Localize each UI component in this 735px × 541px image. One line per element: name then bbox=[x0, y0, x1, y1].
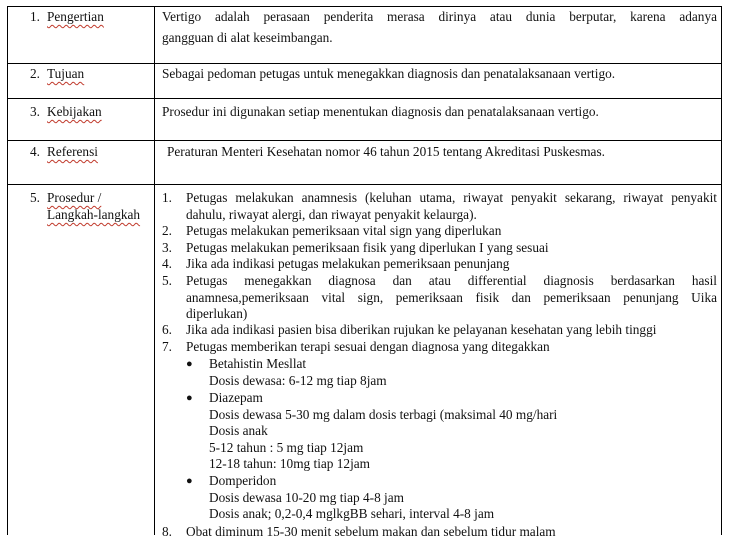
drug-dose: Dosis anak; 0,2-0,4 mglkgBB sehari, interval 4-8 jam bbox=[209, 506, 495, 521]
drug-dose: Dosis dewasa 5-30 mg dalam dosis terbagi (maksimal 40 mg/hari bbox=[209, 407, 558, 422]
bullet-icon: ● bbox=[186, 475, 193, 487]
step-number: 6. bbox=[162, 322, 172, 337]
drug-item bbox=[186, 390, 706, 407]
drug-name: Domperidon bbox=[209, 473, 277, 488]
procedure-step bbox=[162, 223, 717, 240]
row-label: Prosedur / bbox=[47, 190, 102, 205]
step-number: 8. bbox=[162, 524, 172, 539]
step-number: 3. bbox=[162, 240, 172, 255]
step-text: Petugas melakukan pemeriksaan fisik yang diperlukan I yang sesuai bbox=[186, 240, 549, 255]
drug-dose: 12-18 tahun: 10mg tiap 12jam bbox=[209, 456, 371, 471]
row-label: Kebijakan bbox=[47, 104, 102, 119]
step-number: 2. bbox=[162, 223, 172, 238]
row-label: Referensi bbox=[47, 144, 98, 159]
row-number: 2. bbox=[30, 66, 40, 81]
step-line: anamnesa,pemeriksaan vital sign, pemeriksaan fisik dan pemeriksaan penunjang Uika bbox=[186, 289, 717, 305]
procedure-step bbox=[162, 256, 717, 273]
row-content: Peraturan Menteri Kesehatan nomor 46 tahun 2015 tentang Akreditasi Puskesmas. bbox=[167, 144, 605, 159]
step-line: diperlukan) bbox=[186, 306, 248, 321]
table-border-top bbox=[7, 6, 722, 7]
row-label: Pengertian bbox=[47, 9, 104, 24]
procedure-step bbox=[162, 273, 717, 323]
procedure-step bbox=[162, 322, 717, 339]
row-divider bbox=[7, 63, 722, 64]
row-number: 3. bbox=[30, 104, 40, 119]
procedure-step bbox=[162, 190, 717, 223]
row-number: 1. bbox=[30, 9, 40, 24]
step-number: 1. bbox=[162, 190, 172, 205]
row-divider bbox=[7, 98, 722, 99]
step-text bbox=[186, 273, 717, 323]
step-text bbox=[186, 190, 717, 223]
row-content: Prosedur ini digunakan setiap menentukan diagnosis dan penatalaksanaan vertigo. bbox=[162, 104, 599, 119]
step-text: Petugas memberikan terapi sesuai dengan diagnosa yang ditegakkan bbox=[186, 339, 550, 354]
row-label: Tujuan bbox=[47, 66, 85, 81]
drug-name: Betahistin Mesllat bbox=[209, 356, 307, 371]
procedure-step bbox=[162, 240, 717, 257]
step-text: Jika ada indikasi petugas melakukan pemeriksaan penunjang bbox=[186, 256, 510, 271]
row-content: Sebagai pedoman petugas untuk menegakkan diagnosis dan penatalaksanaan vertigo. bbox=[162, 66, 616, 81]
drug-item bbox=[186, 473, 706, 490]
table-border-right bbox=[721, 6, 722, 535]
step-text: Petugas melakukan pemeriksaan vital sign yang diperlukan bbox=[186, 223, 502, 238]
row-content bbox=[162, 9, 717, 46]
table-column-divider bbox=[154, 6, 155, 535]
step-number: 4. bbox=[162, 256, 172, 271]
bullet-icon: ● bbox=[186, 358, 193, 370]
content-line: gangguan di alat keseimbangan. bbox=[162, 29, 333, 45]
row-number: 5. bbox=[30, 190, 40, 205]
procedure-step bbox=[162, 524, 717, 541]
step-text: Jika ada indikasi pasien bisa diberikan rujukan ke pelayanan kesehatan yang lebih tinggi bbox=[186, 322, 657, 337]
step-text: Obat diminum 15-30 menit sebelum makan dan sebelum tidur malam bbox=[186, 524, 556, 539]
drug-dose: Dosis dewasa: 6-12 mg tiap 8jam bbox=[209, 373, 387, 388]
step-number: 7. bbox=[162, 339, 172, 354]
drug-name: Diazepam bbox=[209, 390, 263, 405]
procedure-step bbox=[162, 339, 717, 356]
step-number: 5. bbox=[162, 273, 172, 288]
step-line: Petugas melakukan anamnesis (keluhan utama, riwayat penyakit sekarang, riwayat penyakit bbox=[186, 190, 717, 205]
step-line: dahulu, riwayat alergi, dan riwayat penyakit kelaurga). bbox=[186, 206, 477, 222]
drug-item bbox=[186, 356, 706, 373]
step-line: Petugas menegakkan diagnosa dan atau differential diagnosis berdasarkan hasil bbox=[186, 273, 717, 288]
row-number: 4. bbox=[30, 144, 40, 159]
row-divider bbox=[7, 140, 722, 141]
bullet-icon: ● bbox=[186, 392, 193, 404]
content-line: Vertigo adalah perasaan penderita merasa dirinya atau dunia berputar, karena adanya bbox=[162, 9, 717, 24]
drug-dose: Dosis dewasa 10-20 mg tiap 4-8 jam bbox=[209, 490, 404, 505]
row-label: Langkah-langkah bbox=[47, 207, 141, 222]
drug-dose: Dosis anak bbox=[209, 423, 268, 438]
row-divider bbox=[7, 184, 722, 185]
table-border-left bbox=[7, 6, 8, 535]
drug-dose: 5-12 tahun : 5 mg tiap 12jam bbox=[209, 440, 364, 455]
